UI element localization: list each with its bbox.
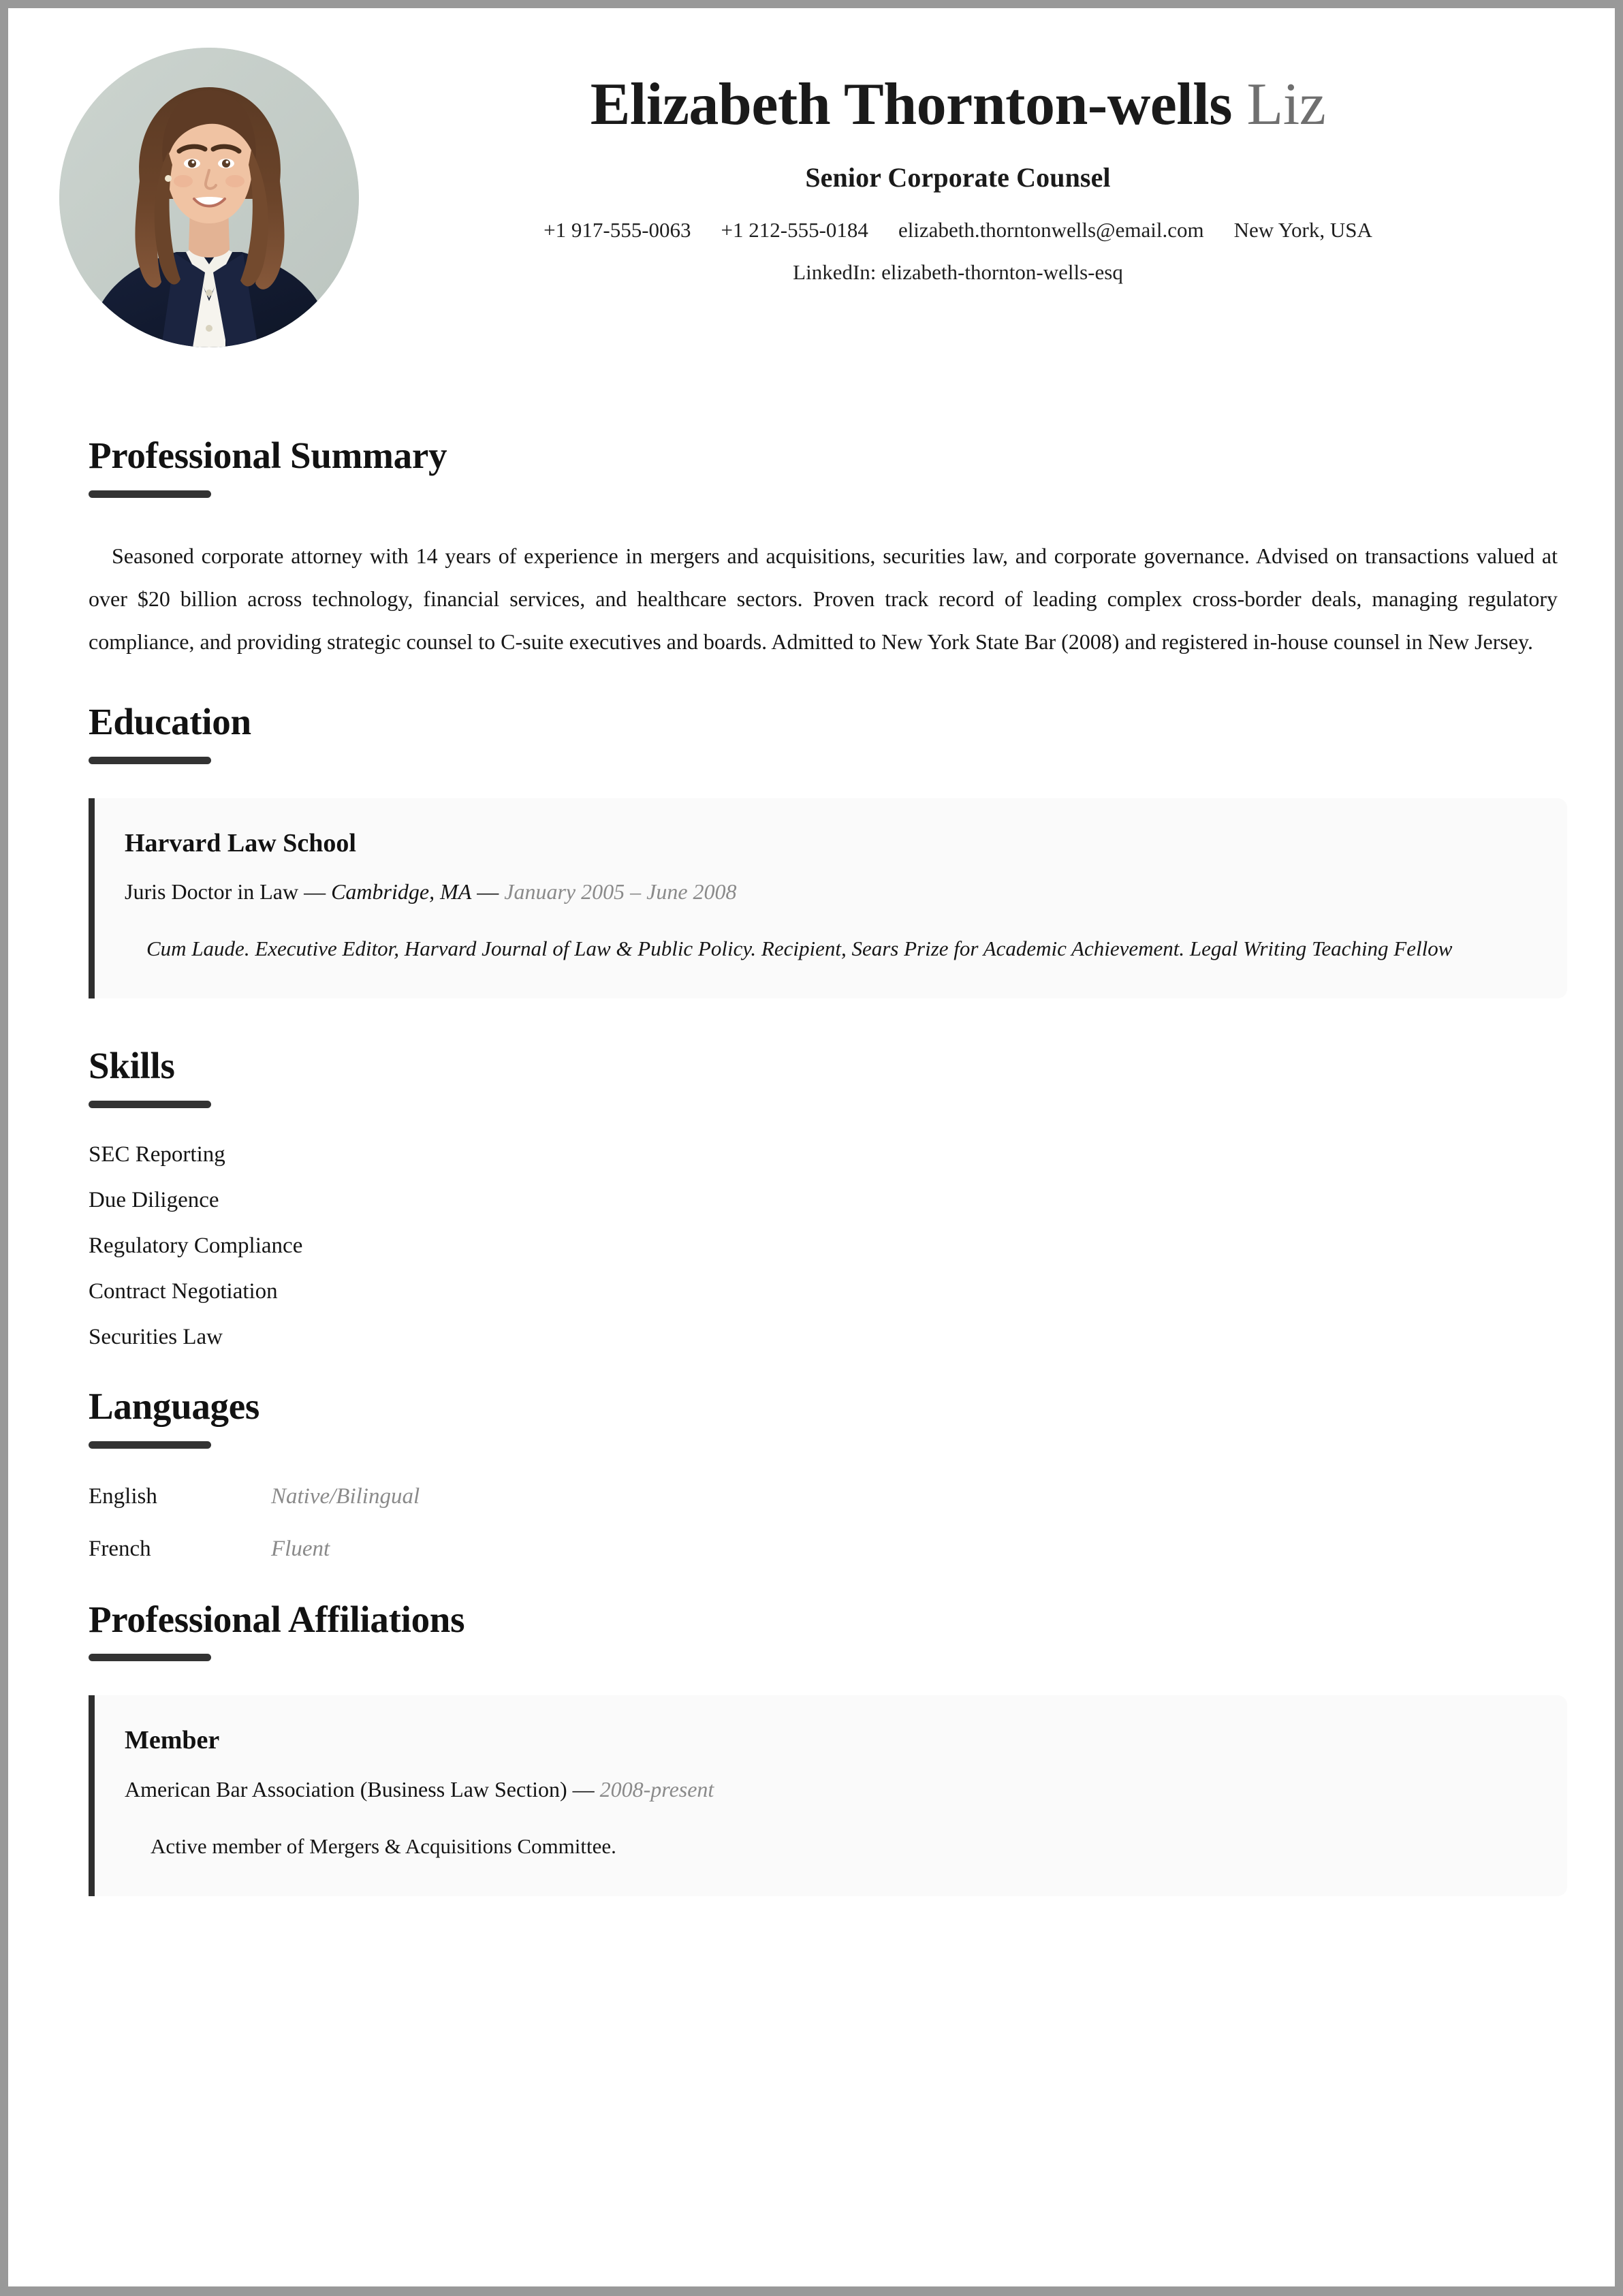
language-name: French: [89, 1536, 151, 1561]
language-level: Native/Bilingual: [271, 1483, 420, 1509]
languages-list: [89, 1484, 1567, 1562]
education-institution: Harvard Law School: [125, 828, 356, 858]
section-heading-education: Education: [89, 700, 251, 742]
affiliation-entry-card: [89, 1695, 1567, 1896]
spacer: [89, 664, 1567, 702]
linkedin-handle[interactable]: LinkedIn: elizabeth-thornton-wells-esq: [793, 260, 1123, 285]
section-heading-languages: Languages: [89, 1385, 259, 1427]
phone-secondary: +1 212-555-0184: [721, 218, 868, 242]
separator: —: [572, 1777, 595, 1802]
skills-list: [89, 1144, 1567, 1349]
candidate-nickname: Liz: [1246, 72, 1326, 138]
photo-container: [56, 41, 362, 347]
section-heading-skills: Skills: [89, 1045, 175, 1087]
education-dates: January 2005 – June 2008: [504, 879, 737, 905]
section-rule-icon: [89, 1101, 211, 1108]
avatar: [59, 48, 359, 347]
education-description: Cum Laude. Executive Editor, Harvard Journal of Law & Public Policy. Recipient, Sears Prize for Academic Achievement. Legal Writing Teaching Fellow: [146, 936, 1453, 960]
list-item: SEC Reporting: [89, 1142, 225, 1167]
summary-paragraph: Seasoned corporate attorney with 14 years of experience in mergers and acquisitions, securities law, and corporate governance. Advised on transactions valued at over $20 billion across technology, financial services, and healthcare sectors. Proven track record of leading complex cross-border deals, managing regulatory compliance, and providing strategic counsel to C-suite executives and boards. Admitted to New York State Bar (2008) and registered in-house counsel in New Jersey.: [89, 543, 1558, 655]
page-title: [362, 72, 1554, 137]
location: New York, USA: [1233, 218, 1372, 242]
spacer: [89, 1562, 1567, 1600]
contact-info-row: [362, 218, 1554, 242]
section-professional-affiliations: [89, 1600, 1567, 1896]
section-skills: [89, 1046, 1567, 1349]
section-rule-icon: [89, 1441, 211, 1449]
resume-page: [8, 8, 1615, 2286]
section-professional-summary: [89, 436, 1567, 664]
affiliation-meta: [125, 1774, 1532, 1805]
summary-block: [89, 535, 1567, 664]
spacer: [89, 998, 1567, 1046]
education-meta: [125, 877, 1532, 907]
affiliation-organization: American Bar Association (Business Law Section): [125, 1777, 567, 1802]
section-languages: [89, 1387, 1567, 1562]
list-item: Regulatory Compliance: [89, 1233, 303, 1258]
affiliation-role: Member: [125, 1726, 220, 1755]
language-name: English: [89, 1483, 157, 1509]
resume-header: [8, 8, 1615, 347]
resume-body: [8, 436, 1615, 1896]
email-address[interactable]: elizabeth.thorntonwells@email.com: [898, 218, 1204, 242]
separator: —: [304, 879, 326, 905]
list-item: Due Diligence: [89, 1187, 219, 1212]
list-item: Contract Negotiation: [89, 1278, 278, 1304]
profile-photo-icon: [59, 48, 359, 347]
list-item: [89, 1537, 1567, 1562]
section-education: [89, 702, 1567, 998]
education-degree: Juris Doctor in Law: [125, 879, 299, 905]
separator: —: [477, 879, 499, 905]
education-entry-card: [89, 798, 1567, 999]
header-text-block: [362, 41, 1574, 285]
list-item: Securities Law: [89, 1324, 223, 1349]
section-rule-icon: [89, 1654, 211, 1661]
affiliation-dates: 2008-present: [599, 1777, 714, 1802]
section-heading-affiliations: Professional Affiliations: [89, 1598, 465, 1640]
section-rule-icon: [89, 490, 211, 498]
job-title: Senior Corporate Counsel: [805, 162, 1111, 193]
language-level: Fluent: [271, 1536, 330, 1561]
phone-primary: +1 917-555-0063: [543, 218, 691, 242]
affiliation-description: Active member of Mergers & Acquisitions Committee.: [151, 1834, 616, 1858]
spacer: [89, 1349, 1567, 1387]
education-location: Cambridge, MA: [331, 879, 472, 905]
section-rule-icon: [89, 757, 211, 764]
candidate-name: Elizabeth Thornton-wells: [590, 72, 1232, 138]
list-item: [89, 1484, 1567, 1537]
section-heading-summary: Professional Summary: [89, 435, 447, 476]
